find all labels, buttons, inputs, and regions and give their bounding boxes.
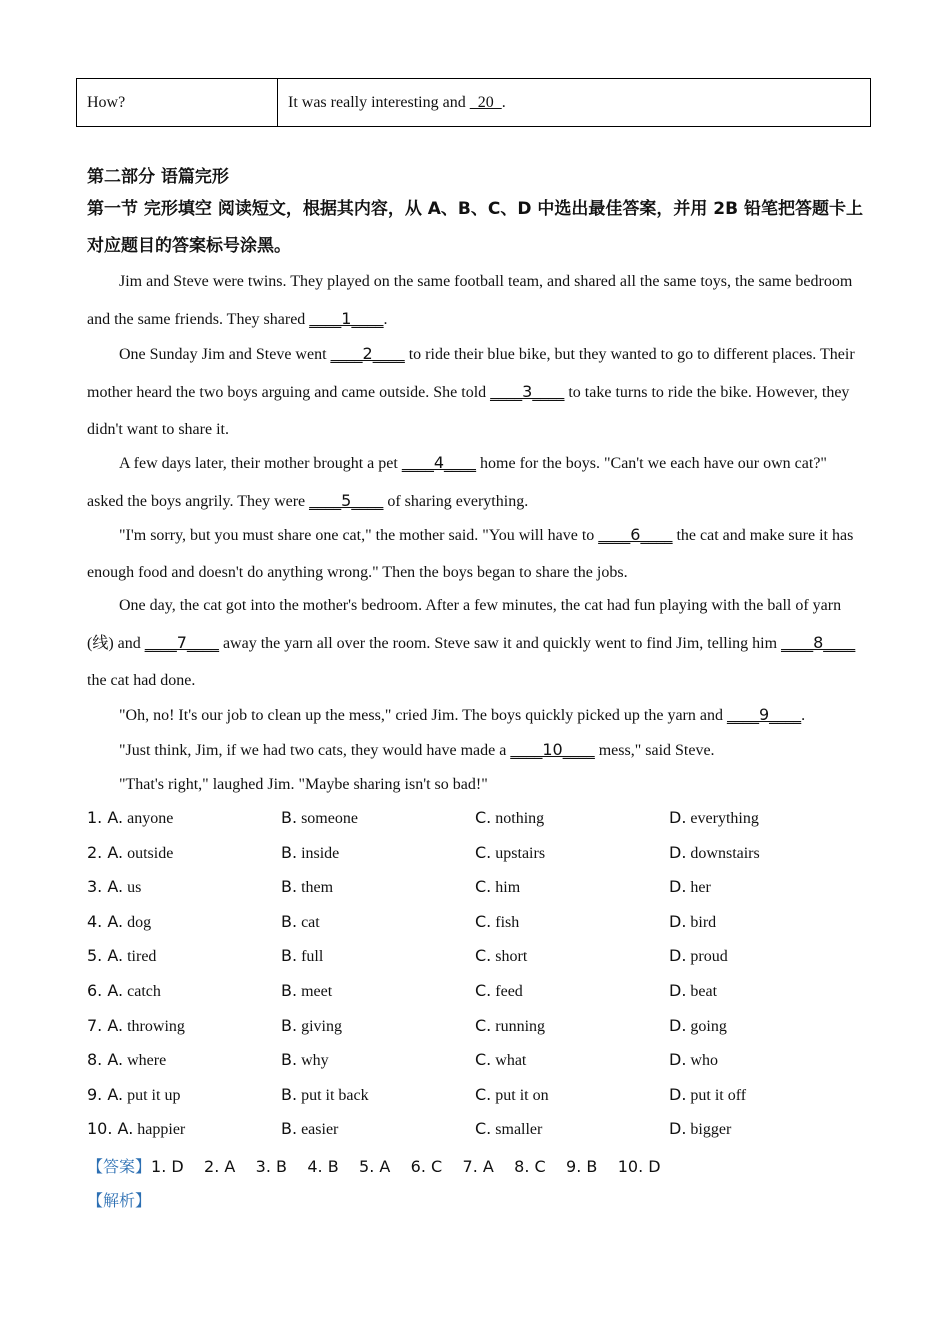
passage-paragraph-4 xyxy=(87,516,867,591)
passage-paragraph-6 xyxy=(87,696,867,734)
text-span: to take turns to ride the bike. However, they didn't want to share it. xyxy=(87,384,850,438)
option-b xyxy=(281,808,358,828)
option-d-text: everything xyxy=(690,810,759,827)
option-a-text: catch xyxy=(127,983,161,1000)
option-a-text: tired xyxy=(127,948,157,965)
blank-20: 20 xyxy=(469,93,502,111)
table-row xyxy=(77,79,871,127)
option-a xyxy=(87,843,173,863)
option-d-label: D. xyxy=(669,843,687,862)
option-b xyxy=(281,1050,329,1070)
option-d-label: D. xyxy=(669,877,687,896)
option-c xyxy=(475,843,545,863)
option-c-label: C. xyxy=(475,1016,492,1035)
text-span: A few days later, their mother brought a pet xyxy=(119,455,402,472)
text-span: to ride their blue bike, but they wanted to go to different places. Their mother heard the two boys arguing and came outside. She told xyxy=(87,346,855,401)
answer-list: 1. D 2. A 3. B 4. B 5. A 6. C 7. A 8. C 9. B 10. D xyxy=(151,1157,661,1176)
analysis-tag: 【解析】 xyxy=(87,1191,152,1210)
option-b xyxy=(281,843,339,863)
blank-2: ____2____ xyxy=(330,344,405,363)
option-c-label: C. xyxy=(475,808,492,827)
option-d xyxy=(669,808,759,828)
option-d xyxy=(669,1119,731,1139)
passage-paragraph-2 xyxy=(87,335,867,448)
option-d-text: beat xyxy=(690,983,718,1000)
option-c-text: put it on xyxy=(495,1087,549,1104)
text-span: "I'm sorry, but you must share one cat," the mother said. "You will have to xyxy=(119,527,599,544)
option-c-text: upstairs xyxy=(495,845,546,862)
option-c-label: C. xyxy=(475,843,492,862)
option-c xyxy=(475,981,523,1001)
option-a xyxy=(87,808,173,828)
text-span: away the yarn all over the room. Steve saw it and quickly went to find Jim, telling him xyxy=(218,635,782,652)
option-b xyxy=(281,912,320,932)
option-a-text: anyone xyxy=(127,810,174,827)
option-b-label: B. xyxy=(281,808,298,827)
answer-end: . xyxy=(501,93,506,111)
option-b-text: meet xyxy=(301,983,333,1000)
text-span: mess," said Steve. xyxy=(594,742,715,759)
option-d xyxy=(669,1050,718,1070)
option-row xyxy=(87,912,877,936)
option-d xyxy=(669,877,711,897)
blank-3: ____3____ xyxy=(490,382,565,401)
option-d xyxy=(669,1016,727,1036)
option-row xyxy=(87,981,877,1005)
option-d xyxy=(669,912,716,932)
option-d-label: D. xyxy=(669,912,687,931)
option-b-text: cat xyxy=(301,914,320,931)
text-span: . xyxy=(801,707,806,724)
option-c-label: C. xyxy=(475,877,492,896)
option-d-label: D. xyxy=(669,981,687,1000)
table-cell-question: How? xyxy=(77,79,278,127)
option-a-label: 7. A. xyxy=(87,1016,124,1035)
option-b xyxy=(281,946,323,966)
option-a-text: happier xyxy=(137,1121,186,1138)
text-span: One day, the cat got into the mother's bedroom. After a few minutes, the cat had fun playing with the ball of yarn (线) and xyxy=(87,597,842,652)
option-b-label: B. xyxy=(281,1119,298,1138)
option-b-label: B. xyxy=(281,1085,298,1104)
option-d xyxy=(669,843,760,863)
answer-tag: 【答案】 xyxy=(87,1157,152,1176)
option-c-text: him xyxy=(495,879,521,896)
option-row xyxy=(87,1085,877,1109)
option-b-text: them xyxy=(301,879,334,896)
option-row xyxy=(87,946,877,970)
option-b-label: B. xyxy=(281,843,298,862)
option-c-label: C. xyxy=(475,1050,492,1069)
option-c xyxy=(475,1119,542,1139)
option-a xyxy=(87,877,141,897)
option-d-label: D. xyxy=(669,1119,687,1138)
text-span: . xyxy=(383,311,388,328)
option-b-label: B. xyxy=(281,912,298,931)
option-d-label: D. xyxy=(669,1085,687,1104)
option-c-text: what xyxy=(495,1052,527,1069)
option-b-label: B. xyxy=(281,877,298,896)
option-c xyxy=(475,1050,526,1070)
blank-6: ____6____ xyxy=(598,525,673,544)
option-d-label: D. xyxy=(669,1016,687,1035)
option-b-label: B. xyxy=(281,1050,298,1069)
option-d-text: put it off xyxy=(690,1087,747,1104)
info-table xyxy=(76,78,871,127)
option-a-text: outside xyxy=(127,845,174,862)
option-a xyxy=(87,1119,185,1139)
option-d-label: D. xyxy=(669,946,687,965)
blank-7: ____7____ xyxy=(144,633,219,652)
option-a-label: 1. A. xyxy=(87,808,124,827)
passage-paragraph-8: "That's right," laughed Jim. "Maybe sharing isn't so bad!" xyxy=(119,776,488,793)
blank-1: ____1____ xyxy=(309,309,384,328)
answer-line xyxy=(87,1154,661,1177)
option-d-text: her xyxy=(690,879,711,896)
option-d xyxy=(669,1085,746,1105)
option-b xyxy=(281,877,333,897)
text-span: "Oh, no! It's our job to clean up the mess," cried Jim. The boys quickly picked up the yarn and xyxy=(119,707,727,724)
option-b-text: full xyxy=(301,948,324,965)
option-b xyxy=(281,981,332,1001)
option-c-label: C. xyxy=(475,912,492,931)
option-a-label: 5. A. xyxy=(87,946,124,965)
text-span: home for the boys. "Can't we each have our own cat?" asked the boys angrily. They were xyxy=(87,455,827,510)
table-cell-answer xyxy=(278,79,871,127)
option-a-label: 8. A. xyxy=(87,1050,124,1069)
option-a xyxy=(87,912,151,932)
text-span: One Sunday Jim and Steve went xyxy=(119,346,331,363)
option-c xyxy=(475,946,527,966)
section-instruction: 第一节 完形填空 阅读短文，根据其内容，从 A、B、C、D 中选出最佳答案，并用 2B 铅笔把答题卡上对应题目的答案标号涂黑。 xyxy=(87,199,863,256)
blank-8: ____8____ xyxy=(781,633,856,652)
blank-10: ____10____ xyxy=(510,740,595,759)
option-b-text: someone xyxy=(301,810,358,827)
passage-paragraph-3 xyxy=(87,444,867,520)
option-d xyxy=(669,946,728,966)
option-c xyxy=(475,1085,549,1105)
option-b-text: giving xyxy=(301,1018,342,1035)
option-d xyxy=(669,981,717,1001)
option-d-text: bird xyxy=(690,914,717,931)
option-b-label: B. xyxy=(281,1016,298,1035)
option-c xyxy=(475,877,520,897)
blank-4: ____4____ xyxy=(401,453,477,472)
option-a-text: dog xyxy=(127,914,152,931)
option-b-text: easier xyxy=(301,1121,339,1138)
option-b-label: B. xyxy=(281,946,298,965)
option-d-text: downstairs xyxy=(690,845,760,862)
option-row xyxy=(87,808,877,832)
option-c-text: fish xyxy=(495,914,520,931)
option-b-label: B. xyxy=(281,981,298,1000)
option-c-text: running xyxy=(495,1018,546,1035)
text-span: the cat and make sure it has enough food and doesn't do anything wrong." Then the boys began to share the jobs. xyxy=(87,527,854,581)
option-d-label: D. xyxy=(669,1050,687,1069)
part-title: 第二部分 语篇完形 xyxy=(87,167,229,187)
option-c-label: C. xyxy=(475,1119,492,1138)
option-a xyxy=(87,1085,180,1105)
option-b xyxy=(281,1085,369,1105)
option-c xyxy=(475,808,544,828)
blank-9: ____9____ xyxy=(726,705,802,724)
option-b xyxy=(281,1119,338,1139)
option-c xyxy=(475,912,519,932)
option-a xyxy=(87,1016,185,1036)
answer-text: It was really interesting and xyxy=(288,93,470,111)
option-a-label: 2. A. xyxy=(87,843,124,862)
option-a xyxy=(87,946,156,966)
option-d-text: bigger xyxy=(690,1121,732,1138)
option-b xyxy=(281,1016,342,1036)
option-d-text: proud xyxy=(690,948,728,965)
option-d-label: D. xyxy=(669,808,687,827)
option-row xyxy=(87,1050,877,1074)
option-a-text: put it up xyxy=(127,1087,181,1104)
option-a-text: where xyxy=(127,1052,167,1069)
option-a xyxy=(87,981,161,1001)
text-span: the cat had done. xyxy=(87,672,196,689)
option-c-label: C. xyxy=(475,981,492,1000)
analysis-line xyxy=(87,1188,151,1211)
passage-paragraph-5 xyxy=(87,587,867,699)
option-c-text: short xyxy=(495,948,528,965)
option-c-text: smaller xyxy=(495,1121,543,1138)
option-c-label: C. xyxy=(475,946,492,965)
option-b-text: why xyxy=(301,1052,329,1069)
option-a xyxy=(87,1050,166,1070)
option-c-text: feed xyxy=(495,983,523,1000)
option-c-label: C. xyxy=(475,1085,492,1104)
passage-paragraph-7 xyxy=(87,731,867,769)
option-row xyxy=(87,877,877,901)
text-span: "Just think, Jim, if we had two cats, they would have made a xyxy=(119,742,511,759)
option-a-label: 9. A. xyxy=(87,1085,124,1104)
option-row xyxy=(87,1119,877,1143)
option-b-text: inside xyxy=(301,845,340,862)
option-a-text: us xyxy=(127,879,142,896)
option-b-text: put it back xyxy=(301,1087,369,1104)
text-span: of sharing everything. xyxy=(383,493,529,510)
option-a-text: throwing xyxy=(127,1018,185,1035)
blank-5: ____5____ xyxy=(309,491,384,510)
option-d-text: going xyxy=(690,1018,727,1035)
option-a-label: 6. A. xyxy=(87,981,124,1000)
option-c xyxy=(475,1016,545,1036)
option-c-text: nothing xyxy=(495,810,545,827)
option-d-text: who xyxy=(690,1052,718,1069)
option-row xyxy=(87,1016,877,1040)
option-a-label: 3. A. xyxy=(87,877,124,896)
text-span: Jim and Steve were twins. They played on the same football team, and shared all the same toys, the same bedroom and the same friends. They shared xyxy=(87,273,853,328)
option-row xyxy=(87,843,877,867)
option-a-label: 10. A. xyxy=(87,1119,134,1138)
passage-paragraph-1 xyxy=(87,263,867,338)
option-a-label: 4. A. xyxy=(87,912,124,931)
